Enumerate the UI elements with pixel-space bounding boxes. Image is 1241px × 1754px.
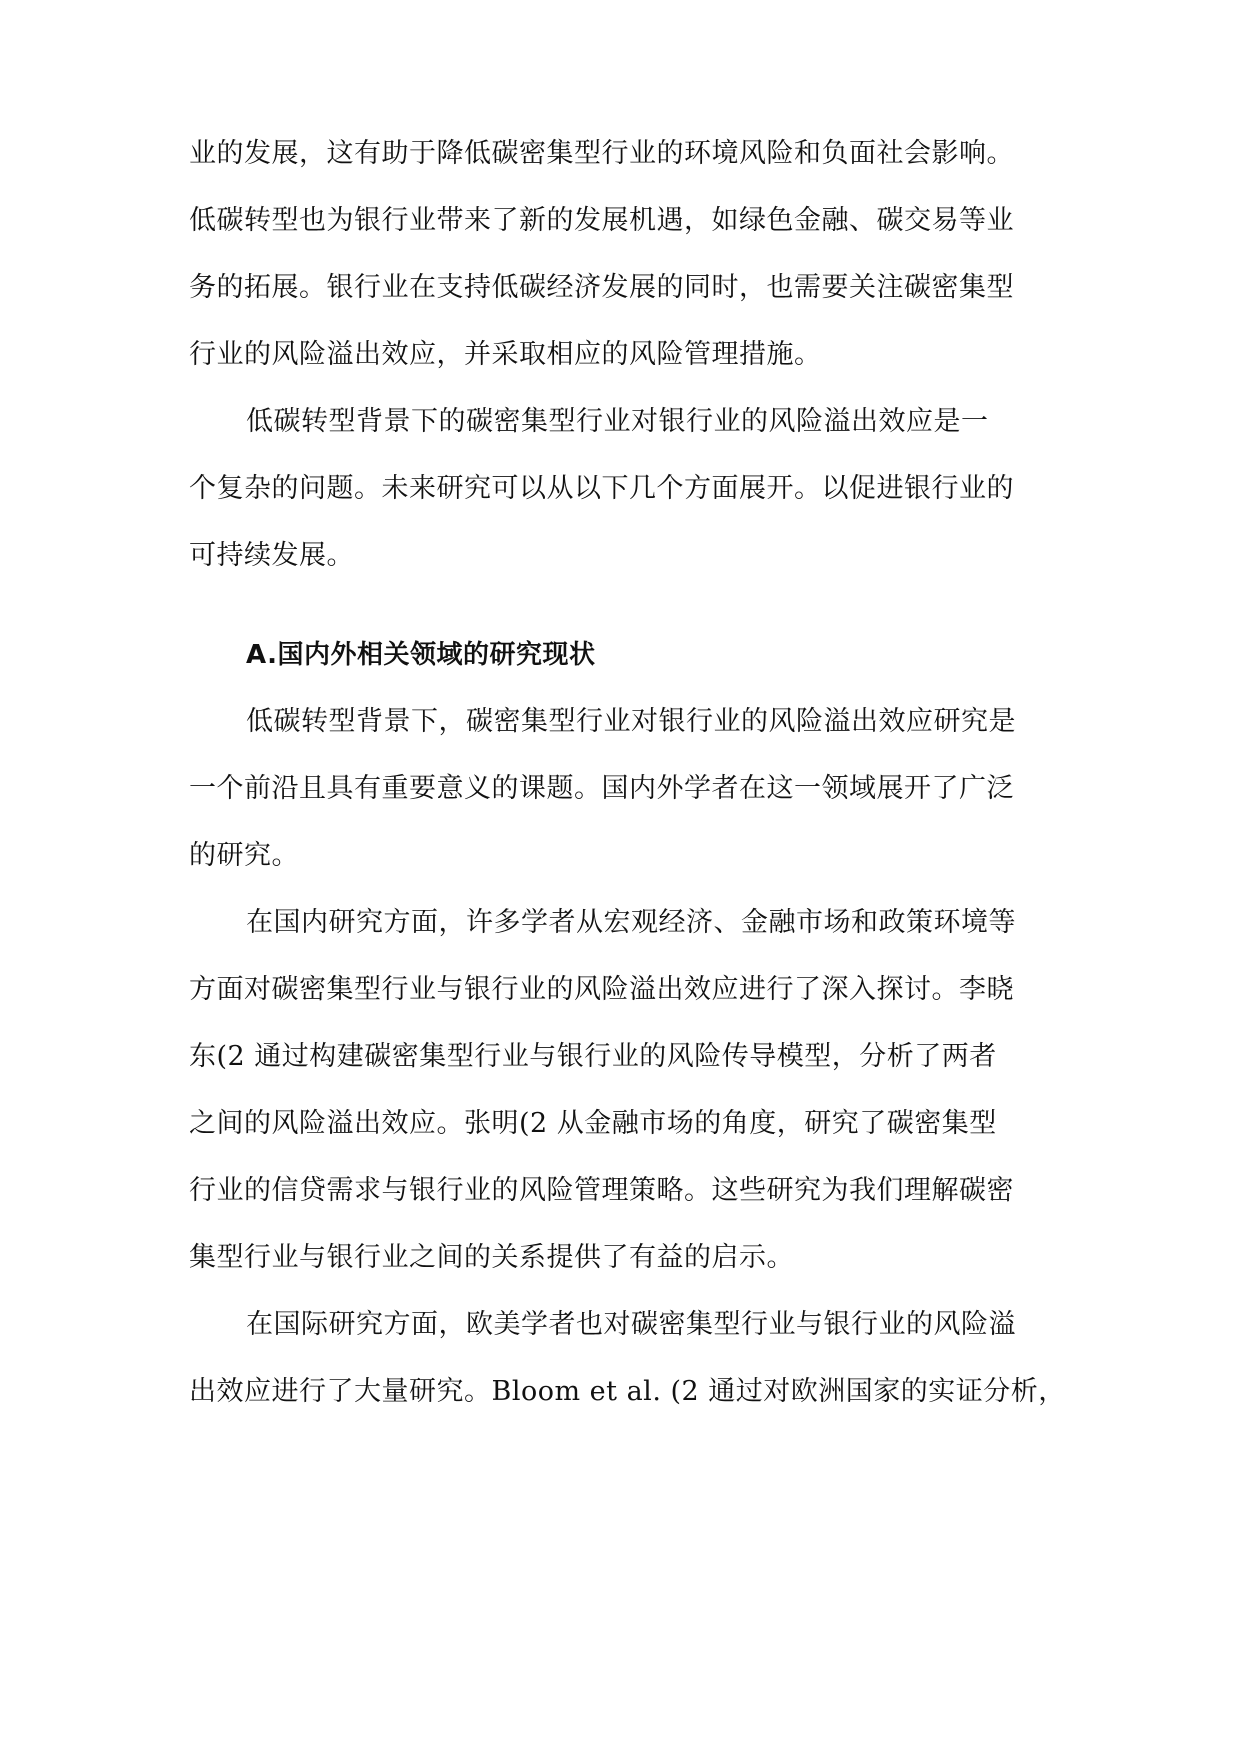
paragraph-line: 行业的风险溢出效应，并采取相应的风险管理措施。: [189, 339, 822, 370]
paragraph-line: 可持续发展。: [189, 540, 354, 571]
paragraph-line: 个复杂的问题。未来研究可以从以下几个方面展开。以促进银行业的: [189, 473, 1014, 504]
paragraph-line: 出效应进行了大量研究。Bloom et al. (2 通过对欧洲国家的实证分析，: [189, 1376, 1066, 1407]
paragraph-line: 的研究。: [189, 840, 299, 871]
paragraph-line: 在国内研究方面，许多学者从宏观经济、金融市场和政策环境等: [246, 907, 1016, 938]
paragraph-line: 务的拓展。银行业在支持低碳经济发展的同时，也需要关注碳密集型: [189, 272, 1014, 303]
paragraph-line: 方面对碳密集型行业与银行业的风险溢出效应进行了深入探讨。李晓: [189, 974, 1014, 1005]
paragraph-line: 低碳转型也为银行业带来了新的发展机遇，如绿色金融、碳交易等业: [189, 205, 1014, 236]
paragraph-line: 低碳转型背景下的碳密集型行业对银行业的风险溢出效应是一: [246, 406, 989, 437]
paragraph-line: 之间的风险溢出效应。张明(2 从金融市场的角度，研究了碳密集型: [189, 1108, 997, 1139]
paragraph-line: 东(2 通过构建碳密集型行业与银行业的风险传导模型，分析了两者: [189, 1041, 997, 1072]
paragraph-line: 集型行业与银行业之间的关系提供了有益的启示。: [189, 1242, 794, 1273]
paragraph-line: 业的发展，这有助于降低碳密集型行业的环境风险和负面社会影响。: [189, 138, 1014, 169]
section-heading: A.国内外相关领域的研究现状: [246, 640, 596, 670]
paragraph-line: 在国际研究方面，欧美学者也对碳密集型行业与银行业的风险溢: [246, 1309, 1016, 1340]
paragraph-line: 行业的信贷需求与银行业的风险管理策略。这些研究为我们理解碳密: [189, 1175, 1014, 1206]
paragraph-line: 低碳转型背景下，碳密集型行业对银行业的风险溢出效应研究是: [246, 706, 1016, 737]
paragraph-line: 一个前沿且具有重要意义的课题。国内外学者在这一领域展开了广泛: [189, 773, 1014, 804]
